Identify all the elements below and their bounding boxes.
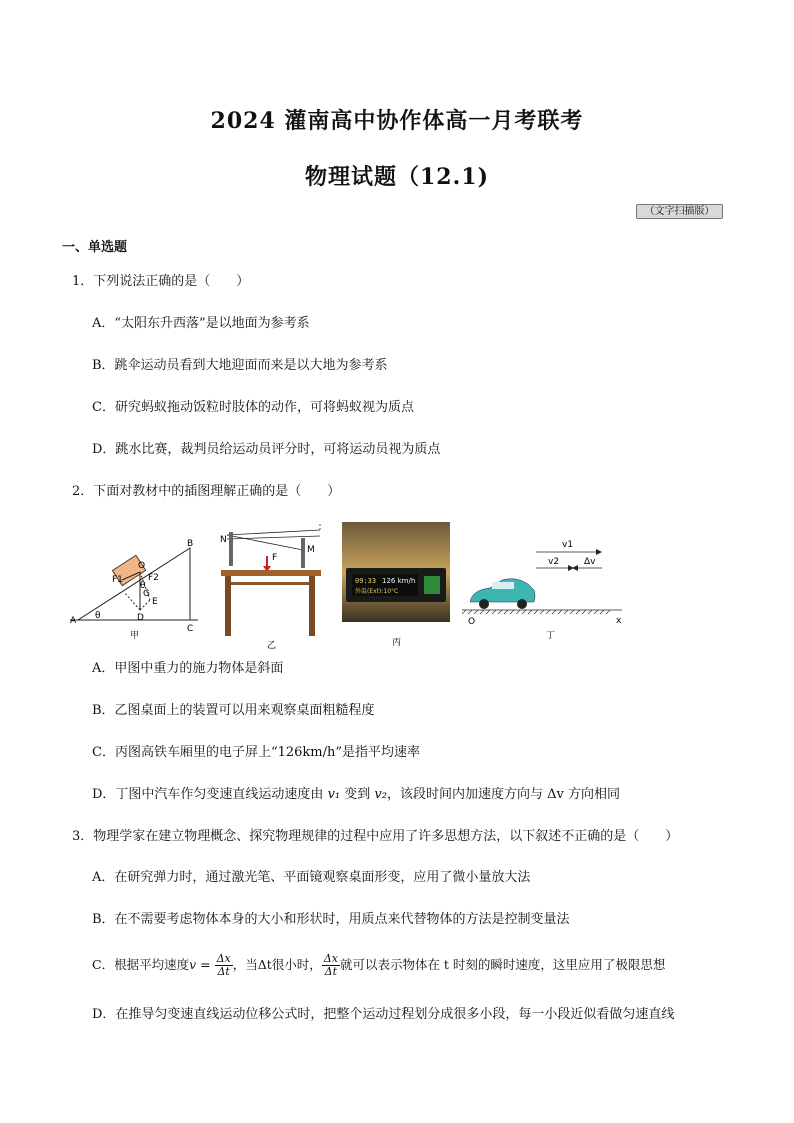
question-3-option-d: D．在推导匀变速直线运动位移公式时，把整个运动过程划分成很多小段，每一小段近似看做匀速直线	[92, 1007, 675, 1022]
figure-yi-table	[215, 520, 330, 655]
label-N: N	[220, 535, 227, 545]
fraction-dx-dt-2: $\frac{\Delta x}{\Delta t}$	[323, 952, 338, 978]
question-2-option-b: B．乙图桌面上的装置可以用来观察桌面粗糙程度	[92, 703, 375, 718]
question-2-figures	[70, 520, 630, 660]
figure-ding-car	[462, 520, 630, 655]
question-2-option-a: A．甲图中重力的施力物体是斜面	[92, 661, 284, 676]
label-theta-2: θ	[140, 581, 146, 591]
label-v2: v2	[548, 557, 560, 567]
q3c-eq: =	[196, 957, 215, 972]
q2d-v1: v₁	[327, 787, 341, 802]
caption-bing: 丙	[392, 638, 402, 648]
caption-ding: 丁	[546, 631, 556, 641]
question-1-option-d: D．跳水比赛，裁判员给运动员评分时，可将运动员视为质点	[92, 442, 441, 457]
screen-speed: 126 km/h	[382, 577, 416, 585]
question-1-option-b: B．跳伞运动员看到大地迎面而来是以大地为参考系	[92, 358, 388, 373]
question-1-option-c: C．研究蚂蚁拖动饭粒时肢体的动作，可将蚂蚁视为质点	[92, 400, 414, 415]
question-1-option-a: A．“太阳东升西落”是以地面为参考系	[92, 316, 310, 331]
label-O: O	[138, 561, 146, 571]
page-title: 2024 灌南高中协作体高一月考联考	[210, 108, 584, 134]
q2d-text-1: D．丁图中汽车作匀变速直线运动速度由	[92, 787, 328, 802]
caption-yi: 乙	[267, 641, 277, 651]
q2d-text-2: 变到	[340, 787, 375, 802]
caption-jia: 甲	[130, 631, 140, 641]
question-3-option-c	[92, 953, 665, 978]
question-1-stem: 1．下列说法正确的是（ ）	[72, 274, 250, 289]
q3c-text-1: C．根据平均速度	[92, 957, 190, 972]
screen-temp: 外温(Ext):10°C	[355, 588, 399, 595]
q3c-v: v	[189, 957, 197, 972]
page-subtitle: 物理试题（12.1)	[305, 164, 489, 190]
question-3-stem: 3．物理学家在建立物理概念、探究物理规律的过程中应用了许多思想方法，以下叙述不正确的是（ ）	[72, 829, 679, 844]
section-heading: 一、单选题	[62, 240, 128, 255]
label-F: F	[272, 553, 278, 563]
label-B: B	[187, 539, 194, 549]
figure-jia-incline	[70, 520, 200, 655]
label-F2: F2	[148, 573, 159, 583]
scan-version-badge: （文字扫描版）	[636, 204, 723, 219]
q2d-v2: v₂	[374, 787, 387, 802]
screen-time: 09:33	[355, 577, 377, 585]
label-theta-1: θ	[95, 611, 101, 621]
fraction-dx-dt-1: $\frac{\Delta x}{\Delta t}$	[216, 952, 231, 978]
label-C: C	[187, 624, 194, 634]
label-v1: v1	[562, 540, 574, 550]
question-2-option-d	[92, 786, 620, 804]
label-D: D	[137, 613, 144, 623]
label-origin-O: O	[468, 617, 476, 627]
label-F1: F1	[112, 575, 123, 585]
label-A: A	[70, 616, 77, 626]
q3c-text-2: ，当Δt很小时，	[232, 957, 322, 972]
label-M: M	[307, 545, 315, 555]
label-dv: Δv	[584, 557, 596, 567]
question-3-option-b: B．在不需要考虑物体本身的大小和形状时，用质点来代替物体的方法是控制变量法	[92, 912, 570, 927]
question-2-option-c: C．丙图高铁车厢里的电子屏上“126km/h”是指平均速率	[92, 745, 421, 760]
label-G: G	[143, 589, 150, 599]
label-E: E	[152, 597, 158, 607]
question-2-stem: 2．下面对教材中的插图理解正确的是（ ）	[72, 484, 341, 499]
label-axis-x: x	[616, 616, 622, 626]
figure-bing-train-screen	[342, 522, 450, 652]
q2d-text-3: ，该段时间内加速度方向与 Δv 方向相同	[386, 787, 620, 802]
q3c-text-3: 就可以表示物体在 t 时刻的瞬时速度，这里应用了极限思想	[339, 957, 666, 972]
question-3-option-a: A．在研究弹力时，通过激光笔、平面镜观察桌面形变，应用了微小量放大法	[92, 870, 531, 885]
